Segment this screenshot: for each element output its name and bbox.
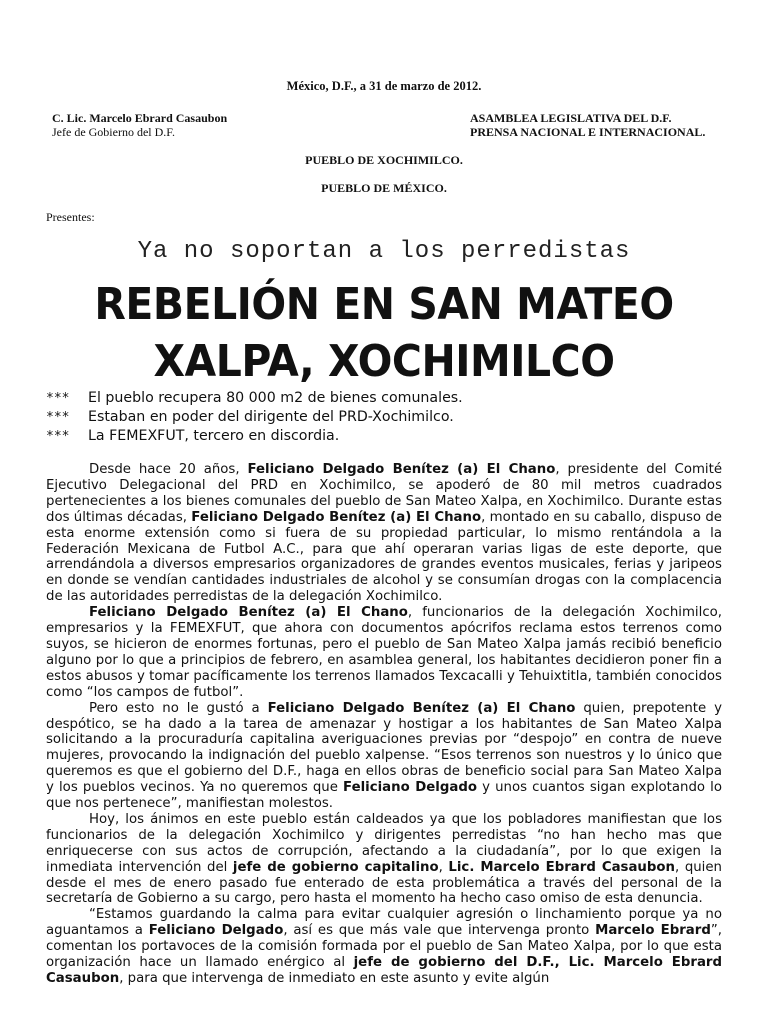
text-run: y unos cuantos sigan explotando lo que nos pertenece”, manifiestan molestos. (46, 780, 722, 812)
article-paragraph (46, 812, 722, 907)
headline-line-1: REBELIÓN EN SAN MATEO (94, 279, 674, 330)
bold-run: jefe de gobierno capitalino (232, 859, 439, 875)
salutation: Presentes: (46, 210, 95, 224)
text-run: , funcionarios de la delegación Xochimilco, empresarios y la FEMEXFUT, que ahora con documentos apócrifos reclama estos terrenos como suyos, se hicieron de enormes fortunas, pero el pueblo de San Mateo Xalpa jamás recibió beneficio alguno por lo que a principios de febrero, en asamblea general, los habitantes decidieron poner fin a estos abusos y tomar pacíficamente los terrenos llamados Texcacalli y Tehuixtitla, también conocidos como “los campos de futbol”. (46, 605, 722, 700)
addressee-pueblo-xochimilco: PUEBLO DE XOCHIMILCO. (305, 153, 463, 167)
text-run: quien, prepotente y despótico, se ha dado a la tarea de amenazar y hostigar a los habitantes de San Mateo Xalpa solicitando a la procuraduría capitalina averiguaciones previas por “despojo” en contra de nueve mujeres, provocando la indignación del pueblo xalpense. “Esos terrenos son nuestros y lo único que queremos es que el gobierno del D.F., haga en ellos obras de beneficio social para San Mateo Xalpa y los pueblos vecinos. Ya no queremos que (46, 700, 722, 796)
bold-run: Feliciano Delgado (148, 923, 284, 939)
recipient-block (52, 111, 227, 139)
text-run: , montado en su caballo, dispuso de esta enorme extensión como si fuera de su propiedad particular, lo mismo rentándola a la Federación Mexicana de Futbol A.C., para que ahí operaran varias ligas de este deporte, que arrendándola a diversos empresarios organizadores de grandes eventos musicales, ferias y jaripeos en donde se vendían cantidades industriales de alcohol y se consumían drogas con la complacencia de las autoridades perredistas de la delegación Xochimilco. (46, 509, 722, 605)
recipient-title: Jefe de Gobierno del D.F. (52, 125, 176, 139)
bullet-stars: *** (46, 429, 70, 444)
cc-block (470, 111, 705, 139)
text-run: , para que intervenga de inmediato en este asunto y evite algún (119, 971, 550, 986)
text-run: , presidente del Comité Ejecutivo Delegacional del PRD en Xochimilco, se apoderó de 80 mil metros cuadrados pertenecientes a los bienes comunales del pueblo de San Mateo Xalpa, en Xochimilco. Durante estas dos últimas décadas, (46, 462, 722, 525)
article-paragraph (46, 701, 722, 812)
headline-line-2: XALPA, XOCHIMILCO (153, 336, 615, 387)
text-run: ”, comentan los portavoces de la comisión formada por el pueblo de San Mateo Xalpa, por lo que esta organización hace un llamado enérgico al (46, 923, 722, 971)
bold-run: Feliciano Delgado (343, 780, 477, 796)
text-run: “Estamos guardando la calma para evitar cualquier agresión o linchamiento porque ya no aguantamos a (46, 907, 722, 939)
text-run: Hoy, los ánimos en este pueblo están caldeados ya que los pobladores manifiestan que los funcionarios de la delegación Xochimilco y dirigentes perredistas “no han hecho mas que enriquecerse con sus actos de corrupción, afectando a la ciudadanía”, por lo que exigen la inmediata intervención del (46, 811, 722, 875)
headline (27, 276, 741, 390)
bold-run: Feliciano Delgado Benítez (a) El Chano (267, 700, 576, 716)
bold-run: Marcelo Ebrard (595, 923, 711, 939)
text-run: Desde hace 20 años, (89, 462, 248, 477)
bold-run: Feliciano Delgado Benítez (a) El Chano (89, 605, 408, 621)
date-line: México, D.F., a 31 de marzo de 2012. (286, 79, 482, 93)
article-paragraph (46, 907, 722, 987)
summary-bullets (46, 389, 463, 446)
recipient-name: C. Lic. Marcelo Ebrard Casaubon (52, 111, 228, 125)
article-body (46, 462, 722, 987)
text-run: , quien desde el mes de enero pasado fue enterado de esta problemática a través del personal de la secretaría de Gobierno a su cargo, pero hasta el momento ha hecho caso omiso de esta denuncia. (46, 859, 722, 907)
bullet-text: La FEMEXFUT, tercero en discordia. (88, 428, 340, 444)
addressee-pueblo-mexico: PUEBLO DE MÉXICO. (321, 181, 447, 195)
cc-line-1: ASAMBLEA LEGISLATIVA DEL D.F. (470, 111, 672, 125)
article-paragraph (46, 605, 722, 700)
bold-run: Feliciano Delgado Benítez (a) El Chano (191, 509, 482, 525)
bold-run: Feliciano Delgado Benítez (a) El Chano (247, 462, 556, 477)
cc-line-2: PRENSA NACIONAL E INTERNACIONAL. (470, 125, 706, 139)
text-run: , así es que más vale que intervenga pronto (283, 923, 596, 939)
bullet-text: Estaban en poder del dirigente del PRD-Xochimilco. (88, 409, 454, 425)
text-run: Pero esto no le gustó a (89, 700, 268, 716)
kicker-subtitle: Ya no soportan a los perredistas (137, 238, 631, 265)
bullet-item (46, 389, 463, 408)
text-run: , (438, 859, 449, 875)
bold-run: jefe de gobierno del D.F., Lic. Marcelo Ebrard Casaubon (46, 955, 723, 986)
bold-run: Lic. Marcelo Ebrard Casaubon (448, 859, 676, 875)
bullet-item (46, 408, 463, 427)
bullet-stars: *** (46, 410, 70, 425)
article-paragraph (46, 462, 722, 605)
bullet-text: El pueblo recupera 80 000 m2 de bienes comunales. (88, 390, 463, 406)
bullet-stars: *** (46, 391, 70, 406)
bullet-item (46, 427, 463, 446)
